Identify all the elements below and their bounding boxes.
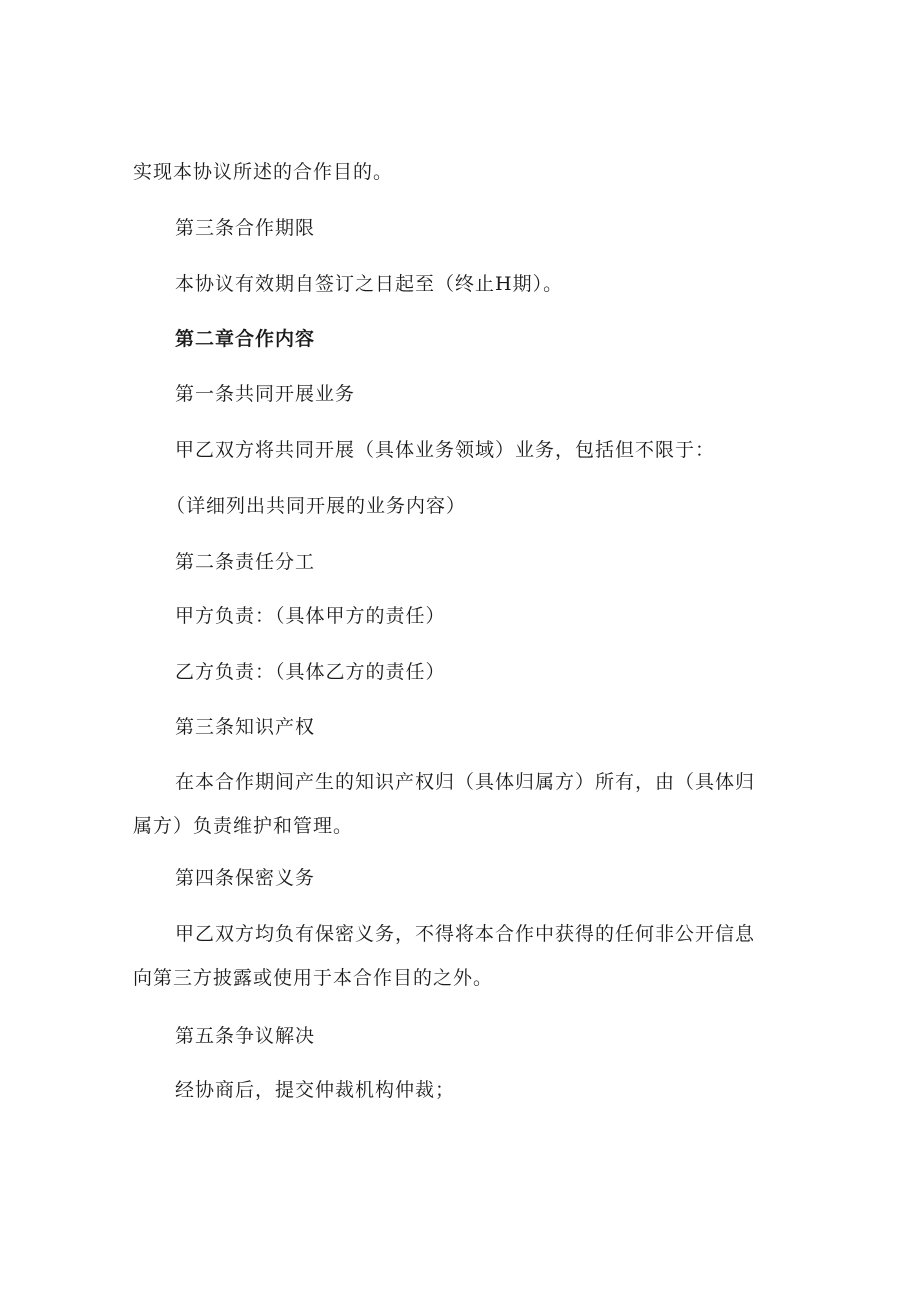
article-body: 甲乙双方将共同开展（具体业务领域）业务，包括但不限于： [175,439,716,461]
article-body: 经协商后，提交仲裁机构仲裁； [175,1079,456,1101]
continuation-text: 实现本协议所述的合作目的。 [133,161,394,183]
party-b-duty: 乙方负责：（具体乙方的责任） [175,661,446,683]
article-body: 本协议有效期自签订之日起至（终止H期）。 [175,273,564,295]
article-detail: （详细列出共同开展的业务内容） [166,495,467,517]
article-title: 第五条争议解决 [175,1025,316,1047]
article-body-line: 属方）负责维护和管理。 [133,815,354,837]
article-title: 第三条合作期限 [175,217,316,239]
article-body-line: 向第三方披露或使用于本合作目的之外。 [133,967,494,989]
article-title: 第三条知识产权 [175,716,316,738]
article-title: 第一条共同开展业务 [175,383,356,405]
chapter-title: 第二章合作内容 [175,328,316,350]
article-body-line: 在本合作期间产生的知识产权归（具体归属方）所有，由（具体归 [175,771,756,793]
article-title: 第四条保密义务 [175,867,316,889]
article-title: 第二条责任分工 [175,551,316,573]
party-a-duty: 甲方负责：（具体甲方的责任） [175,605,446,627]
article-body-line: 甲乙双方均负有保密义务，不得将本合作中获得的任何非公开信息 [175,923,756,945]
